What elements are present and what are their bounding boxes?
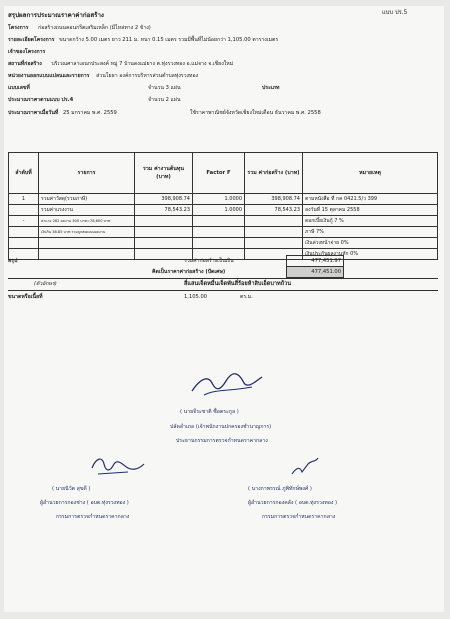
signature-main-role: ประธานกรรมการตรวจกำหนดราคากลาง: [176, 438, 268, 444]
location-label: สถานที่ก่อสร้าง: [8, 61, 42, 67]
cell-factor: [193, 227, 245, 238]
table-row: [9, 227, 438, 238]
cell-cost: [135, 227, 193, 238]
cell-item: [39, 238, 135, 249]
designer-label: หน่วยงานออกแบบแปลนและรายการ: [8, 73, 90, 79]
table-row: [9, 238, 438, 249]
reference-note: ใช้ราคาพาณิชย์จังหวัดเชียงใหม่เดือน ธันวาคม พ.ศ. 2558: [190, 110, 321, 116]
cell-no: 1: [9, 194, 39, 205]
cell-item: เงินกิน 38.85 บาท รวมถูกสยดเบมผลงาน: [39, 227, 135, 238]
document-page: [4, 6, 444, 612]
cell-remark: ลงวันที่ 15 ตุลาคม 2558: [303, 205, 438, 216]
signature-right-position: ผู้อำนวยการกองคลัง ( อบต.ทุ่งรวงทอง ): [248, 500, 338, 506]
cell-remark: เงินล่วงหน้าจ่าย 0%: [303, 238, 438, 249]
signature-left-name: ( นายนิวัต สุขดี ): [52, 486, 91, 492]
signature-left-image: [88, 450, 148, 480]
signature-main-image: [186, 361, 266, 401]
cell-cost: 398,908.74: [135, 194, 193, 205]
signature-left-position: ผู้อำนวยการกองช่าง ( อบต.ทุ่งรวงทอง ): [40, 500, 129, 506]
cost-summary-table: [8, 152, 438, 260]
summary-label: สรุป: [8, 258, 18, 264]
signature-main-name: ( นายจีระชาติ ซื่อตระกูล ): [180, 409, 239, 415]
cell-remark: ดอกเบี้ยเงินกู้ 7 %: [303, 216, 438, 227]
detail-label: รายละเอียดโครงการ: [8, 37, 55, 43]
words-value: สี่แสนเจ็ดหมื่นเจ็ดพันสี่ร้อยห้าสิบเอ็ดบาทถ้วน: [184, 281, 292, 287]
cell-factor: 1.0000: [193, 194, 245, 205]
table-row: [9, 216, 438, 227]
designer-line: [8, 73, 198, 80]
estimate-qty: จำนวน 2 แผ่น: [148, 97, 181, 103]
divider: [8, 290, 438, 291]
drawing-no-label: แบบเลขที่: [8, 85, 30, 91]
cell-total: 398,908.74: [245, 194, 303, 205]
cell-total: [245, 227, 303, 238]
detail-line: [8, 37, 278, 44]
cell-remark: ตามหนังสือ ที่ กค 0421.5/ว 399: [303, 194, 438, 205]
cell-item: ค่าแรง 282 ผลงาน 300 บาท=78,600 บาท: [39, 216, 135, 227]
cell-item: [39, 249, 135, 260]
cell-remark: ภาษี 7%: [303, 227, 438, 238]
location-value: บริเวณศาลาเอนกประสงค์ หมู่ 7 บ้านดงแม่ยาง ต.ทุ่งรวงทอง อ.แม่จาง จ.เชียงใหม่: [51, 61, 234, 67]
cell-cost: 78,543.23: [135, 205, 193, 216]
location-line: [8, 61, 233, 68]
table-header-row: [9, 153, 438, 194]
summary-total-label: รวมค่าก่อสร้างเป็นเงิน: [184, 258, 234, 264]
cell-no: [9, 227, 39, 238]
cell-total: [245, 238, 303, 249]
type-label: ประเภท: [262, 85, 280, 91]
header-direct-cost: รวม ค่างานต้นทุน (บาท): [135, 153, 193, 194]
cell-remark: เงินประกันผลงานหัก 0%: [303, 249, 438, 260]
signature-left-role: กรรมการตรวจกำหนดราคากลาง: [56, 514, 130, 520]
cell-factor: [193, 238, 245, 249]
final-total-value: 477,451.00: [286, 266, 344, 278]
cell-item: รวมค่าแรงงาน: [39, 205, 135, 216]
signature-right-image: [286, 454, 326, 482]
cell-cost: [135, 216, 193, 227]
header-item: รายการ: [39, 153, 135, 194]
signature-main-position: ปลัดอำเภอ (เจ้าพนักงานปกครองชำนาญการ): [170, 424, 272, 430]
designer-value: ส่วนโยธา องค์การบริหารส่วนตำบลทุ่งรวงทอง: [96, 73, 199, 79]
header-no: ลำดับที่: [9, 153, 39, 194]
date-line: [8, 110, 117, 117]
area-label: ขนาดหรือเนื้อที่: [8, 294, 43, 300]
owner-label: เจ้าของโครงการ: [8, 49, 46, 55]
cell-total: 78,543.23: [245, 205, 303, 216]
words-label: (ตัวอักษร): [34, 281, 57, 287]
cell-no: -: [9, 216, 39, 227]
header-remark: หมายเหตุ: [303, 153, 438, 194]
cell-factor: 1.0000: [193, 205, 245, 216]
final-label: คิดเป็นราคาค่าก่อสร้าง (ปัดเศษ): [152, 269, 226, 275]
drawing-qty: จำนวน 3 แผ่น: [148, 85, 181, 91]
project-line: [8, 25, 151, 32]
header-factor: Factor F: [193, 153, 245, 194]
cell-cost: [135, 238, 193, 249]
date-label: ประมาณราคาเมื่อวันที่: [8, 110, 59, 116]
area-unit: ตร.ม.: [240, 294, 253, 300]
estimate-label: ประมาณราคาตามแบบ ปร.4: [8, 97, 74, 103]
project-label: โครงการ: [8, 25, 29, 31]
divider: [8, 278, 438, 279]
detail-value: ขนาดกว้าง 5.00 เมตร ยาว 211 ม. หนา 0.15 เมตร รวมมีพื้นที่ไม่น้อยกว่า 1,105.00 ตารางเมตร: [59, 37, 279, 43]
summary-total-value: 477,451.97: [286, 255, 344, 267]
form-number: แบบ ปร.5: [382, 10, 408, 16]
table-row: [9, 205, 438, 216]
project-value: ก่อสร้างถนนคอนกรีตเสริมเหล็ก (มีไหล่ทาง 2 ข้าง): [38, 25, 151, 31]
cell-total: [245, 216, 303, 227]
table-row: [9, 194, 438, 205]
signature-right-name: ( นางกาพรรณ์ ภูพิทักษ์พงศ์ ): [248, 486, 312, 492]
cell-no: [9, 238, 39, 249]
cell-factor: [193, 216, 245, 227]
document-title: สรุปผลการประมาณราคาค่าก่อสร้าง: [8, 12, 104, 19]
signature-right-role: กรรมการตรวจกำหนดราคากลาง: [262, 514, 336, 520]
date-value: 25 มกราคม พ.ศ. 2559: [62, 110, 117, 116]
area-value: 1,105.00: [184, 294, 208, 300]
header-total: รวม ค่าก่อสร้าง (บาท): [245, 153, 303, 194]
cell-item: รวมค่าวัสดุ(รวมภาษี): [39, 194, 135, 205]
cell-no: [9, 205, 39, 216]
